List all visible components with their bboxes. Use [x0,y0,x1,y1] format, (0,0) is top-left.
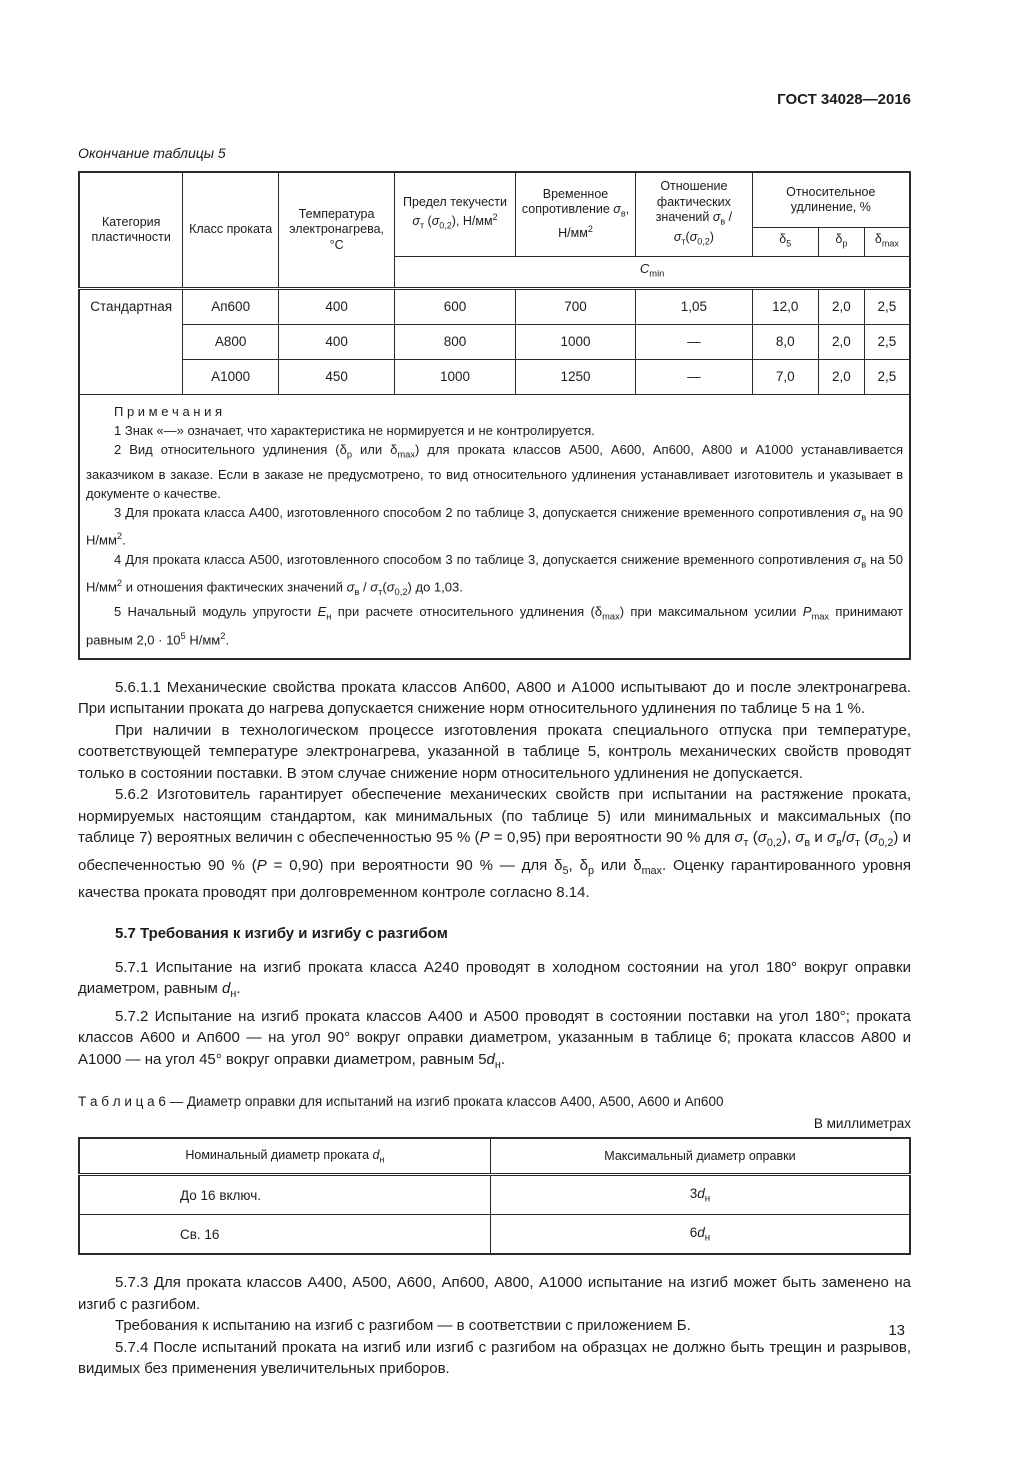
table-cell: 7,0 [752,360,818,395]
paragraph-5-7-3: 5.7.3 Для проката классов А400, А500, А600, Ап600, А800, А1000 испытание на изгиб может быть заменено на изгиб с разгибом. [78,1274,911,1313]
table-notes-cell [79,395,910,659]
table-cell: 450 [278,360,394,395]
table-row [79,1175,910,1215]
table-cell: 2,0 [819,360,865,395]
note-item: 1 Знак «—» означает, что характеристика не нормируется и не контролируется. [114,423,595,438]
table-cell: 2,0 [819,325,865,360]
section-heading-5-7: 5.7 Требования к изгибу и изгибу с разгибом [115,924,448,942]
paragraph-5-7-4: 5.7.4 После испытаний проката на изгиб или изгиб с разгибом на образцах не должно быть трещин и разрывов, видимых без применения увеличительных приборов. [78,1338,911,1378]
table5-continuation-caption: Окончание таблицы 5 [78,145,226,161]
paragraph-5-6-1-1: 5.6.1.1 Механические свойства проката классов Ап600, А800 и А1000 испытывают до и после электронагрева. При испытании проката до нагрева допускается снижение норм относительного удлинения по таблице 5 на 1 %. [78,678,911,718]
paragraph-5-7-1: 5.7.1 Испытание на изгиб проката класса А240 проводят в холодном состоянии на угол 180° вокруг оправки диаметром, равным $d_н$. [78,958,911,1001]
note-item: 4 Для проката класса А500, изготовленного способом 3 по таблице 3, допускается снижение временного сопротивления $\sigma_в$ на 50 $Н/мм^2$ и отношения фактических значений $\sigma_в / \sigma_т(\sigma_{0,2})$ до 1,03. [86,551,903,598]
column-header-delta5: $\delta_5$ [752,228,818,257]
table-row [79,1138,910,1175]
table-6 [78,1137,911,1255]
table-cell: 400 [278,325,394,360]
column-header-ratio: Отношение фактических значений $\sigma_в / \sigma_т(\sigma_{0,2})$ [636,172,752,257]
table-cell: 2,5 [864,289,910,325]
table-row [79,289,910,325]
doc-number: ГОСТ 34028—2016 [777,91,911,108]
column-header-category: Категория пластичности [79,172,183,289]
column-header-deltamax: $\delta_{max}$ [864,228,910,257]
table-cell: 800 [395,325,515,360]
table-cell: 700 [515,289,635,325]
note-item: 2 Вид относительного удлинения ($\delta_р$ или $\delta_{max}$) для проката классов А500, А600, Ап600, А800 и А1000 устанавливается заказчиком в заказе. Если в заказе не предусмотрено, то вид относительного удлинения устанавливает изготовитель и указывает в документе о качестве. [86,442,903,501]
table-row [79,360,910,395]
table-cell: — [636,360,752,395]
table-cell: 2,5 [864,325,910,360]
table-cell: А800 [183,325,279,360]
page-content [78,0,911,1380]
note-item: 5 Начальный модуль упругости $E_н$ при расчете относительного удлинения $(\delta_{max})$ при максимальном усилии $P_{max}$ принимают равным $2,0 \cdot 10^5$ $Н/мм^2$. [86,604,903,647]
table-cell: 2,5 [864,360,910,395]
table-cell: 1000 [395,360,515,395]
page-number: 13 [888,1322,905,1339]
category-cell: Стандартная [79,289,183,395]
column-header-tensile: Временное сопротивление $\sigma_в$, $Н/мм^2$ [515,172,635,257]
table-cell: До 16 включ. [79,1175,490,1215]
paragraph-5-6-2: 5.6.2 Изготовитель гарантирует обеспечение механических свойств при испытании на растяжение проката, нормируемых настоящим стандартом, как минимальных (по таблице 5) или минимальных и максимальных (по таблице 7) вероятных величин с обеспеченностью 95 % (P = 0,95) при вероятности 90 % для $\sigma_т$ $(\sigma_{0,2})$, $\sigma_в$ и $\sigma_в/\sigma_т$ $(\sigma_{0,2})$ и обеспеченностью 90 % (P = 0,90) при вероятности 90 % — для $\delta_5$, $\delta_р$ или $\delta_{max}$. Оценку гарантированного уровня качества проката проводят при долговременном контроле согласно 8.14. [78,786,912,902]
table-row [79,325,910,360]
table-cell: 1,05 [636,289,752,325]
note-item: 3 Для проката класса А400, изготовленного способом 2 по таблице 3, допускается снижение временного сопротивления $\sigma_в$ на 90 $Н/мм^2$. [86,504,903,548]
column-header-yield: Предел текучести $\sigma_т$ $(\sigma_{0,2})$, $Н/мм^2$ [395,172,515,257]
table6-caption: Т а б л и ц а 6 — Диаметр оправки для испытаний на изгиб проката классов А400, А500, А600 и Ап600 [78,1094,724,1110]
column-header-class: Класс проката [183,172,279,289]
column-header-nominal-diameter: Номинальный диаметр проката $d_н$ [79,1138,490,1175]
table-cell: 400 [278,289,394,325]
table6-units-note: В миллиметрах [813,1116,911,1132]
table-cell: 1250 [515,360,635,395]
table-cell: 600 [395,289,515,325]
column-header-temperature: Температура электронагрева, °С [278,172,394,289]
table-cell: 12,0 [752,289,818,325]
notes-title: П р и м е ч а н и я [114,404,222,419]
table-5 [78,171,911,660]
table-cell: 1000 [515,325,635,360]
table-cell: $3d_н$ [490,1175,910,1215]
table-cell: Ап600 [183,289,279,325]
column-header-mandrel-diameter: Максимальный диаметр оправки [490,1138,910,1175]
table-cell: А1000 [183,360,279,395]
paragraph-5-7-3b: Требования к испытанию на изгиб с разгибом — в соответствии с приложением Б. [115,1317,691,1335]
table-cell: $6d_н$ [490,1215,910,1255]
cmin-cell: $C_{min}$ [395,257,910,289]
paragraph-5-7-2: 5.7.2 Испытание на изгиб проката классов А400 и А500 проводят в состоянии поставки на угол 180°; проката классов А600 и Ап600 — на угол 90° вокруг оправки диаметром, указанным в таблице 6; проката классов А800 и А1000 — на угол 45° вокруг оправки диаметром, равным $5d_н$. [78,1007,911,1071]
table-row [79,172,910,228]
column-header-deltap: $\delta_р$ [819,228,865,257]
column-header-elongation: Относительное удлинение, % [752,172,910,228]
paragraph-5-6-1-1b: При наличии в технологическом процессе изготовления проката специального отпуска при температуре, соответствующей температуре электронагрева, указанной в таблице 5, контроль механических свойств проводят только в состоянии поставки. В этом случае снижение норм относительного удлинения не допускается. [78,721,911,782]
table-row [79,395,910,659]
table-cell: 8,0 [752,325,818,360]
table-cell: Св. 16 [79,1215,490,1255]
table-row [79,1215,910,1255]
table-cell: 2,0 [819,289,865,325]
table-cell: — [636,325,752,360]
